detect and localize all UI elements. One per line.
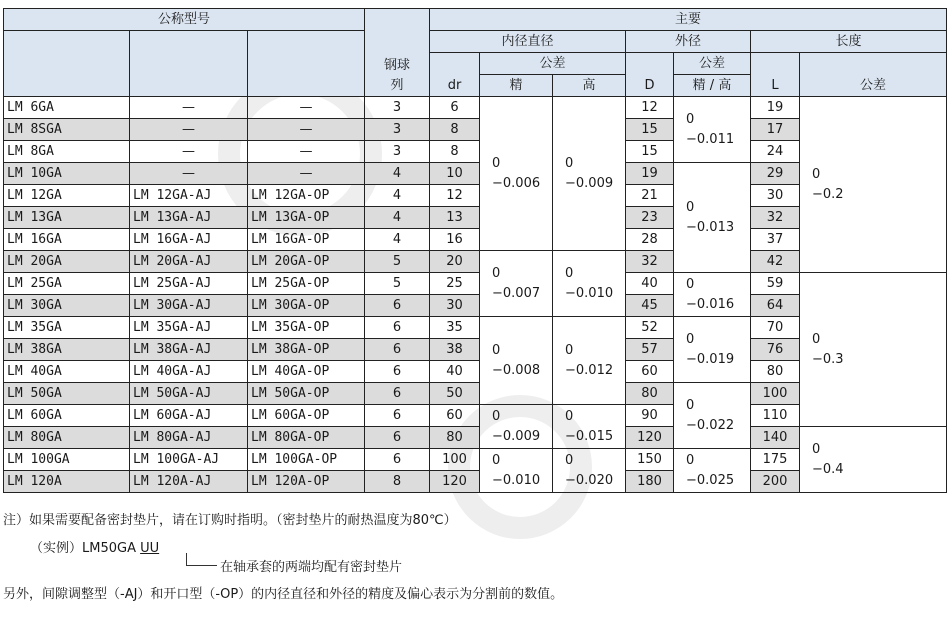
cell-dr: 20 [430,251,480,273]
tol-upper: 0 [492,342,501,358]
header-std-empty [4,31,130,97]
tol-upper: 0 [492,452,501,468]
cell-open: — [248,163,365,185]
cell-adj: — [130,119,248,141]
cell-open: LM 120A-OP [248,471,365,493]
cell-inner-tol-high [553,251,626,317]
header-outer-dia: 外径 [626,31,751,53]
cell-adj: LM 50GA-AJ [130,383,248,405]
cell-inner-tol-high [553,449,626,493]
cell-balls: 4 [365,207,430,229]
cell-inner-tol-precise [480,449,553,493]
cell-L: 76 [751,339,800,361]
cell-balls: 5 [365,251,430,273]
cell-adj: LM 80GA-AJ [130,427,248,449]
tol-upper: 0 [812,331,821,347]
cell-adj: — [130,97,248,119]
cell-std: LM 38GA [4,339,130,361]
cell-D: 180 [626,471,674,493]
cell-balls: 6 [365,383,430,405]
cell-std: LM 10GA [4,163,130,185]
cell-L: 19 [751,97,800,119]
cell-dr: 35 [430,317,480,339]
cell-std: LM 8GA [4,141,130,163]
cell-open: LM 35GA-OP [248,317,365,339]
cell-D: 15 [626,119,674,141]
cell-D: 12 [626,97,674,119]
header-D: D [626,53,674,97]
cell-inner-tol-precise [480,97,553,251]
cell-open: LM 16GA-OP [248,229,365,251]
cell-std: LM 20GA [4,251,130,273]
note-example [30,537,159,556]
cell-L: 100 [751,383,800,405]
tol-upper: 0 [686,199,695,215]
tol-lower: −0.020 [565,472,614,488]
cell-open: LM 38GA-OP [248,339,365,361]
header-open-empty [248,31,365,97]
cell-adj: LM 35GA-AJ [130,317,248,339]
cell-open: LM 30GA-OP [248,295,365,317]
cell-adj: — [130,163,248,185]
tol-lower: −0.012 [565,362,614,378]
cell-adj: LM 100GA-AJ [130,449,248,471]
tol-lower: −0.016 [686,296,735,312]
cell-std: LM 40GA [4,361,130,383]
tol-lower: −0.3 [812,351,844,367]
cell-D: 150 [626,449,674,471]
cell-inner-tol-high [553,97,626,251]
cell-dr: 60 [430,405,480,427]
cell-adj: LM 12GA-AJ [130,185,248,207]
cell-balls: 6 [365,295,430,317]
cell-D: 40 [626,273,674,295]
cell-open: LM 50GA-OP [248,383,365,405]
cell-D: 60 [626,361,674,383]
cell-L: 17 [751,119,800,141]
tol-lower: −0.009 [492,428,541,444]
cell-length-tol [800,273,947,427]
cell-L: 80 [751,361,800,383]
header-balls: 钢球列 [365,9,430,97]
tol-lower: −0.4 [812,461,844,477]
tol-lower: −0.022 [686,417,735,433]
header-nominal: 公称型号 [4,9,365,31]
cell-open: LM 25GA-OP [248,273,365,295]
cell-L: 29 [751,163,800,185]
cell-std: LM 60GA [4,405,130,427]
cell-open: LM 60GA-OP [248,405,365,427]
cell-std: LM 100GA [4,449,130,471]
tol-lower: −0.2 [812,186,844,202]
cell-outer-tol [674,163,751,273]
tol-upper: 0 [565,342,574,358]
header-main: 主要 [430,9,947,31]
cell-L: 64 [751,295,800,317]
cell-balls: 3 [365,119,430,141]
cell-L: 140 [751,427,800,449]
cell-dr: 16 [430,229,480,251]
header-precise-high: 精 / 高 [674,75,751,97]
tol-upper: 0 [686,276,695,292]
cell-dr: 40 [430,361,480,383]
cell-adj: — [130,141,248,163]
header-high: 高 [553,75,626,97]
cell-open: — [248,141,365,163]
cell-dr: 6 [430,97,480,119]
cell-dr: 10 [430,163,480,185]
cell-std: LM 6GA [4,97,130,119]
table-row [4,427,947,449]
cell-dr: 25 [430,273,480,295]
cell-dr: 8 [430,141,480,163]
cell-adj: LM 20GA-AJ [130,251,248,273]
cell-outer-tol [674,97,751,163]
cell-balls: 6 [365,427,430,449]
cell-dr: 80 [430,427,480,449]
cell-outer-tol [674,317,751,383]
cell-L: 175 [751,449,800,471]
cell-D: 80 [626,383,674,405]
cell-balls: 6 [365,361,430,383]
cell-open: LM 12GA-OP [248,185,365,207]
cell-outer-tol [674,383,751,449]
tol-upper: 0 [812,441,821,457]
cell-dr: 100 [430,449,480,471]
cell-std: LM 50GA [4,383,130,405]
cell-balls: 4 [365,185,430,207]
cell-D: 23 [626,207,674,229]
cell-outer-tol [674,449,751,493]
cell-L: 200 [751,471,800,493]
cell-dr: 120 [430,471,480,493]
cell-open: LM 20GA-OP [248,251,365,273]
tol-lower: −0.015 [565,428,614,444]
cell-std: LM 80GA [4,427,130,449]
cell-D: 90 [626,405,674,427]
header-L: L [751,53,800,97]
cell-std: LM 8SGA [4,119,130,141]
cell-L: 59 [751,273,800,295]
cell-std: LM 120A [4,471,130,493]
cell-balls: 3 [365,141,430,163]
cell-D: 21 [626,185,674,207]
tol-lower: −0.007 [492,285,541,301]
cell-L: 32 [751,207,800,229]
note-accuracy: 另外，间隙调整型（-AJ）和开口型（-OP）的内径直径和外径的精度及偏心表示为分割前的数值。 [3,587,564,602]
cell-adj: LM 120A-AJ [130,471,248,493]
cell-std: LM 12GA [4,185,130,207]
cell-dr: 30 [430,295,480,317]
tol-lower: −0.011 [686,131,735,147]
cell-adj: LM 13GA-AJ [130,207,248,229]
tol-upper: 0 [565,452,574,468]
cell-adj: LM 60GA-AJ [130,405,248,427]
cell-L: 110 [751,405,800,427]
tol-upper: 0 [565,408,574,424]
header-len-tol: 公差 [800,53,947,97]
cell-dr: 50 [430,383,480,405]
cell-inner-tol-high [553,317,626,405]
cell-open: LM 40GA-OP [248,361,365,383]
cell-L: 37 [751,229,800,251]
cell-length-tol [800,427,947,493]
cell-std: LM 13GA [4,207,130,229]
tol-lower: −0.019 [686,351,735,367]
cell-open: LM 80GA-OP [248,427,365,449]
tol-lower: −0.009 [565,175,614,191]
cell-dr: 13 [430,207,480,229]
spec-table [3,8,947,493]
header-adj-empty [130,31,248,97]
tol-upper: 0 [686,452,695,468]
cell-open: — [248,97,365,119]
cell-length-tol [800,97,947,273]
cell-D: 19 [626,163,674,185]
tol-upper: 0 [492,155,501,171]
cell-balls: 6 [365,405,430,427]
cell-inner-tol-precise [480,317,553,405]
cell-adj: LM 38GA-AJ [130,339,248,361]
cell-balls: 3 [365,97,430,119]
table-row [4,97,947,119]
cell-dr: 38 [430,339,480,361]
cell-D: 28 [626,229,674,251]
cell-inner-tol-precise [480,251,553,317]
header-inner-dia: 内径直径 [430,31,626,53]
cell-adj: LM 30GA-AJ [130,295,248,317]
cell-D: 120 [626,427,674,449]
note-seal: 注）如果需要配备密封垫片，请在订购时指明。（密封垫片的耐热温度为80℃） [3,513,457,528]
cell-L: 30 [751,185,800,207]
header-precise: 精 [480,75,553,97]
cell-D: 45 [626,295,674,317]
cell-inner-tol-precise [480,405,553,449]
tol-upper: 0 [812,166,821,182]
tol-upper: 0 [492,408,501,424]
cell-D: 15 [626,141,674,163]
cell-std: LM 25GA [4,273,130,295]
tol-lower: −0.008 [492,362,541,378]
cell-L: 24 [751,141,800,163]
tol-upper: 0 [565,265,574,281]
cell-open: LM 13GA-OP [248,207,365,229]
cell-L: 70 [751,317,800,339]
cell-balls: 4 [365,229,430,251]
cell-L: 42 [751,251,800,273]
cell-balls: 6 [365,449,430,471]
tol-upper: 0 [492,265,501,281]
cell-adj: LM 16GA-AJ [130,229,248,251]
cell-dr: 8 [430,119,480,141]
example-pointer [186,553,217,566]
header-outer-tol: 公差 [674,53,751,75]
cell-std: LM 30GA [4,295,130,317]
cell-std: LM 35GA [4,317,130,339]
cell-balls: 8 [365,471,430,493]
cell-std: LM 16GA [4,229,130,251]
cell-open: — [248,119,365,141]
tol-lower: −0.013 [686,219,735,235]
tol-lower: −0.010 [492,472,541,488]
cell-balls: 6 [365,339,430,361]
tol-upper: 0 [565,155,574,171]
tol-lower: −0.006 [492,175,541,191]
cell-D: 32 [626,251,674,273]
cell-adj: LM 40GA-AJ [130,361,248,383]
header-dr: dr [430,53,480,97]
tol-upper: 0 [686,397,695,413]
cell-D: 52 [626,317,674,339]
cell-balls: 4 [365,163,430,185]
cell-dr: 12 [430,185,480,207]
header-inner-tol: 公差 [480,53,626,75]
cell-balls: 6 [365,317,430,339]
cell-D: 57 [626,339,674,361]
example-suffix: UU [140,541,160,556]
cell-inner-tol-high [553,405,626,449]
cell-outer-tol [674,273,751,317]
cell-adj: LM 25GA-AJ [130,273,248,295]
table-row [4,273,947,295]
example-desc: 在轴承套的两端均配有密封垫片 [220,560,403,575]
tol-lower: −0.025 [686,472,735,488]
tol-lower: −0.010 [565,285,614,301]
cell-balls: 5 [365,273,430,295]
cell-open: LM 100GA-OP [248,449,365,471]
tol-upper: 0 [686,111,695,127]
tol-upper: 0 [686,331,695,347]
header-length: 长度 [751,31,947,53]
example-label: （实例）LM50GA [30,541,141,556]
